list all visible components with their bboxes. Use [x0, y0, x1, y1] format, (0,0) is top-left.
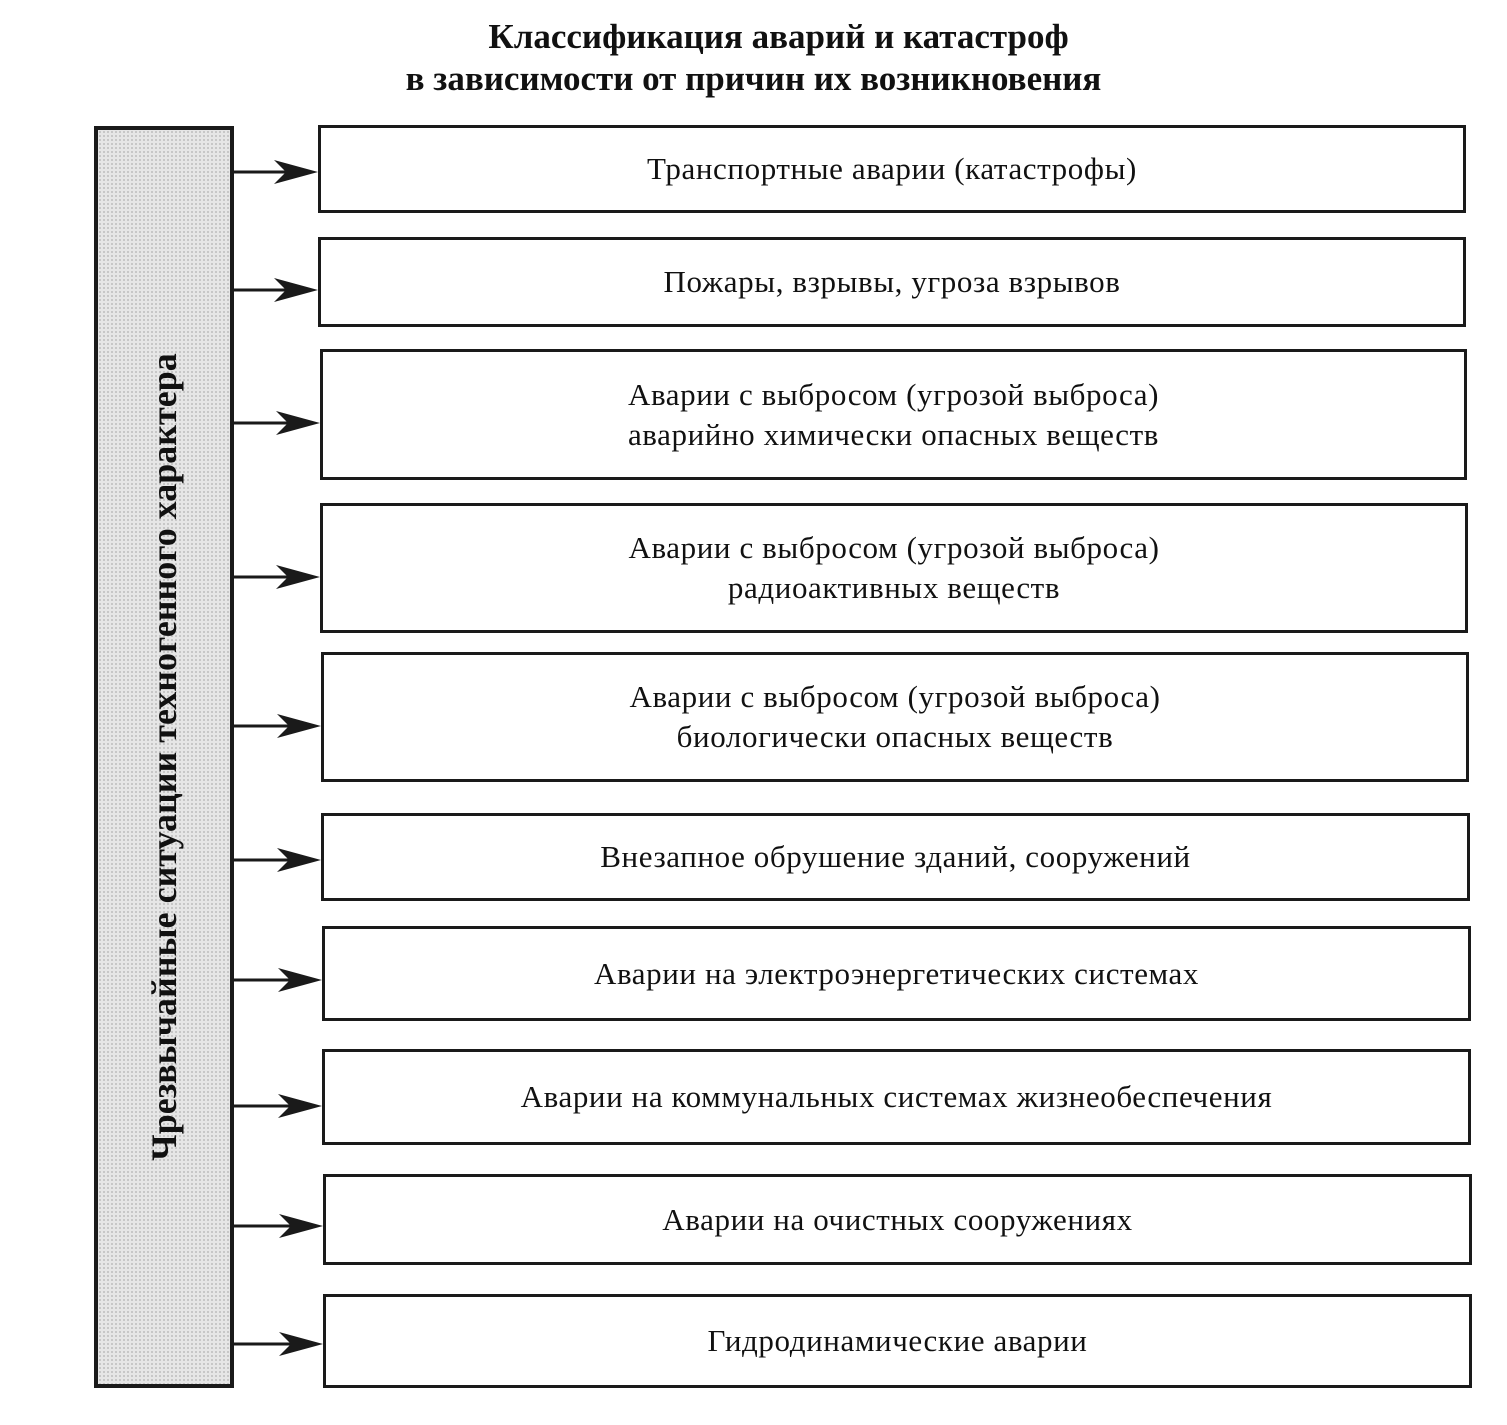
category-text: Аварии на коммунальных системах жизнеобеспечения [520, 1079, 1273, 1114]
category-box-building-collapse [321, 813, 1470, 901]
category-box-fires-explosions [318, 237, 1466, 327]
category-text-2: радиоактивных веществ [727, 570, 1061, 605]
category-text: Гидродинамические аварии [707, 1323, 1088, 1358]
category-text: Аварии с выбросом (угрозой выброса) [627, 376, 1160, 412]
root-category-label: Чрезвычайные ситуации техногенного характера [144, 353, 184, 1161]
category-text-2: аварийно химически опасных веществ [627, 416, 1160, 452]
category-box-power-systems [322, 926, 1471, 1021]
category-box-radioactive [320, 503, 1468, 633]
category-box-transport [318, 125, 1466, 213]
category-box-hydrodynamic [323, 1294, 1472, 1388]
category-text: Аварии на электроэнергетических системах [593, 955, 1200, 991]
category-text: Аварии на очистных сооружениях [662, 1201, 1133, 1237]
category-text: Пожары, взрывы, угроза взрывов [663, 264, 1121, 299]
category-text: Внезапное обрушение зданий, сооружений [600, 839, 1191, 874]
title-line-1: Классификация аварий и катастроф [488, 17, 1069, 56]
category-box-utility-systems [322, 1049, 1471, 1145]
category-text: Аварии с выбросом (угрозой выброса) [628, 530, 1160, 565]
category-box-chemical [320, 349, 1467, 480]
category-text: Транспортные аварии (катастрофы) [647, 151, 1137, 186]
category-text: Аварии с выбросом (угрозой выброса) [629, 679, 1161, 714]
category-box-biological [321, 652, 1469, 782]
category-box-treatment-facilities [323, 1174, 1472, 1265]
category-text-2: биологически опасных веществ [676, 719, 1114, 754]
title-line-2: в зависимости от причин их возникновения [405, 59, 1102, 98]
